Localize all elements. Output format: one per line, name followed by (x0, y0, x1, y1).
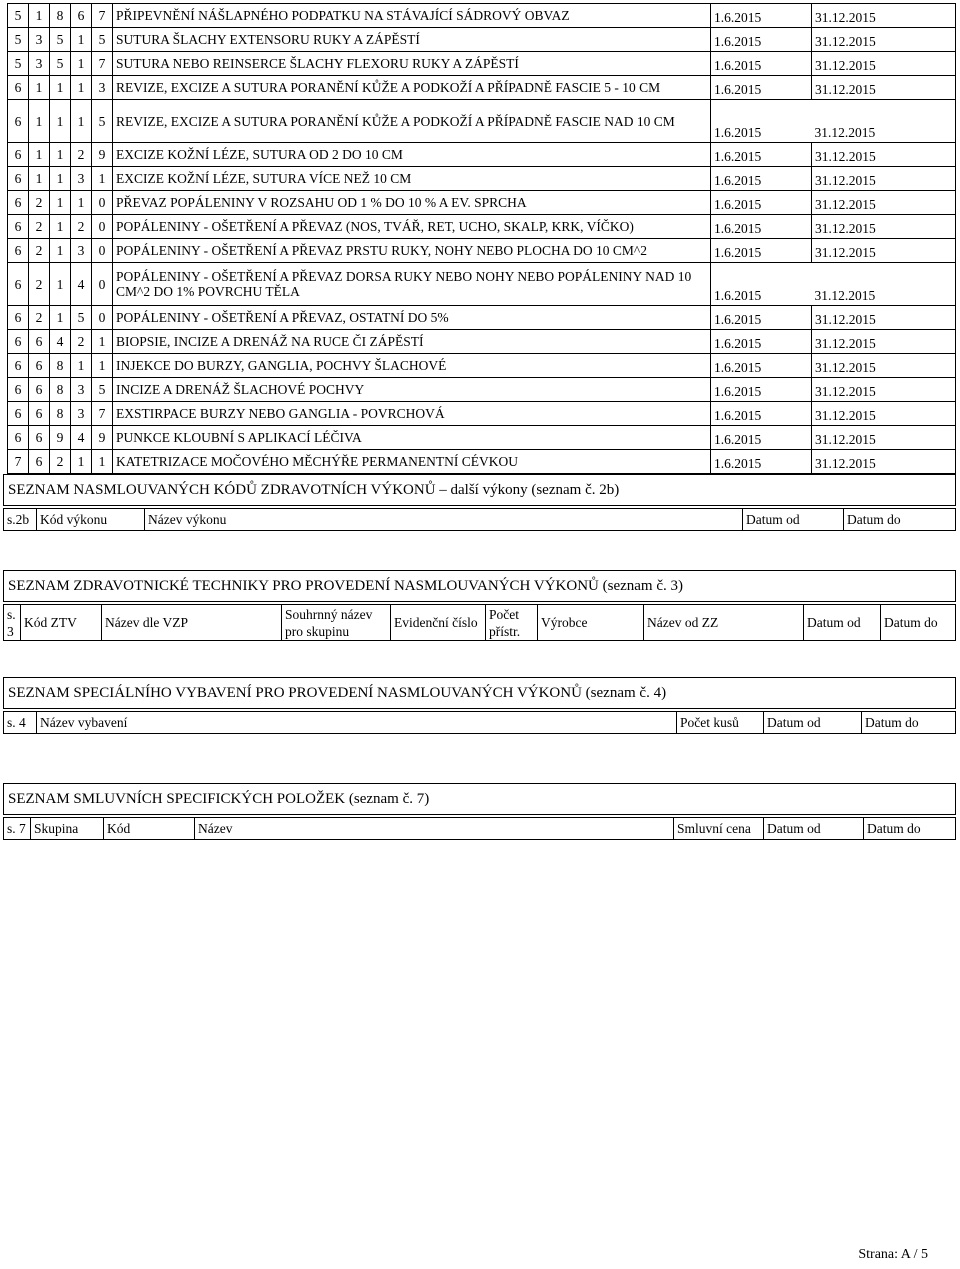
code-digit: 0 (92, 239, 113, 263)
date-from: 1.6.2015 (711, 4, 812, 28)
code-digit: 1 (50, 263, 71, 306)
table-row (8, 450, 956, 474)
code-digit: 1 (29, 167, 50, 191)
code-digit: 8 (50, 402, 71, 426)
code-digit: 6 (29, 330, 50, 354)
procedure-name: EXSTIRPACE BURZY NEBO GANGLIA - POVRCHOVÁ (113, 402, 711, 426)
code-digit: 3 (29, 28, 50, 52)
code-digit: 9 (92, 426, 113, 450)
code-digit: 0 (92, 263, 113, 306)
table-row (8, 76, 956, 100)
code-digit: 1 (71, 450, 92, 474)
procedure-name: KATETRIZACE MOČOVÉHO MĚCHÝŘE PERMANENTNÍ CÉVKOU (113, 450, 711, 474)
col-header: s. 3 (4, 605, 21, 641)
procedure-codes-table (7, 3, 956, 474)
table-row (8, 143, 956, 167)
date-from: 1.6.2015 (711, 167, 812, 191)
code-digit: 6 (29, 354, 50, 378)
procedure-name: PŘIPEVNĚNÍ NÁŠLAPNÉHO PODPATKU NA STÁVAJÍCÍ SÁDROVÝ OBVAZ (113, 4, 711, 28)
procedure-name: POPÁLENINY - OŠETŘENÍ A PŘEVAZ, OSTATNÍ DO 5% (113, 306, 711, 330)
date-to: 31.12.2015 (812, 330, 956, 354)
code-digit: 6 (8, 330, 29, 354)
code-digit: 2 (50, 450, 71, 474)
col-header: Výrobce (538, 605, 644, 641)
code-digit: 6 (29, 450, 50, 474)
code-digit: 2 (29, 306, 50, 330)
procedure-name: POPÁLENINY - OŠETŘENÍ A PŘEVAZ DORSA RUKY NEBO NOHY NEBO POPÁLENINY NAD 10 CM^2 DO 1% POVRCHU TĚLA (113, 263, 711, 306)
date-to: 31.12.2015 (812, 426, 956, 450)
date-to: 31.12.2015 (812, 167, 956, 191)
date-to: 31.12.2015 (812, 306, 956, 330)
date-to: 31.12.2015 (812, 76, 956, 100)
page-number: Strana: A / 5 (858, 1247, 928, 1262)
date-to: 31.12.2015 (812, 215, 956, 239)
date-from: 1.6.2015 (711, 215, 812, 239)
code-digit: 2 (29, 215, 50, 239)
code-digit: 2 (29, 239, 50, 263)
col-header: Název výkonu (145, 509, 743, 531)
code-digit: 9 (92, 143, 113, 167)
date-to: 31.12.2015 (812, 4, 956, 28)
procedure-name: SUTURA ŠLACHY EXTENSORU RUKY A ZÁPĚSTÍ (113, 28, 711, 52)
date-from: 1.6.2015 (711, 239, 812, 263)
code-digit: 0 (92, 215, 113, 239)
code-digit: 9 (50, 426, 71, 450)
table-row (8, 306, 956, 330)
code-digit: 6 (8, 167, 29, 191)
code-digit: 7 (92, 402, 113, 426)
date-to: 31.12.2015 (812, 378, 956, 402)
procedure-name: POPÁLENINY - OŠETŘENÍ A PŘEVAZ PRSTU RUKY, NOHY NEBO PLOCHA DO 10 CM^2 (113, 239, 711, 263)
table-row (8, 354, 956, 378)
code-digit: 6 (8, 191, 29, 215)
date-from: 1.6.2015 (711, 28, 812, 52)
col-header: s. 7 (4, 818, 31, 840)
table-row (8, 100, 956, 143)
col-header: Datum od (764, 818, 864, 840)
code-digit: 1 (50, 76, 71, 100)
code-digit: 6 (8, 100, 29, 143)
code-digit: 2 (71, 143, 92, 167)
code-digit: 4 (71, 263, 92, 306)
col-header: Smluvní cena (674, 818, 764, 840)
date-from: 1.6.2015 (711, 354, 812, 378)
code-digit: 6 (8, 306, 29, 330)
date-from: 1.6.2015 (711, 402, 812, 426)
code-digit: 1 (71, 28, 92, 52)
code-digit: 1 (50, 239, 71, 263)
col-header: Počet přístr. (486, 605, 538, 641)
list-3-table (3, 570, 956, 641)
procedure-name: BIOPSIE, INCIZE A DRENÁŽ NA RUCE ČI ZÁPĚSTÍ (113, 330, 711, 354)
code-digit: 2 (29, 191, 50, 215)
code-digit: 5 (8, 4, 29, 28)
code-digit: 3 (71, 378, 92, 402)
code-digit: 6 (8, 76, 29, 100)
code-digit: 6 (8, 402, 29, 426)
code-digit: 0 (92, 191, 113, 215)
col-header: Datum do (864, 818, 956, 840)
list-3-title: SEZNAM ZDRAVOTNICKÉ TECHNIKY PRO PROVEDENÍ NASMLOUVANÝCH VÝKONŮ (seznam č. 3) (4, 571, 956, 602)
code-digit: 1 (29, 100, 50, 143)
code-digit: 1 (92, 450, 113, 474)
col-header: Název (195, 818, 674, 840)
code-digit: 5 (92, 28, 113, 52)
table-row (8, 167, 956, 191)
code-digit: 3 (71, 167, 92, 191)
code-digit: 6 (8, 215, 29, 239)
code-digit: 4 (71, 426, 92, 450)
date-to: 31.12.2015 (812, 52, 956, 76)
procedure-name: PŘEVAZ POPÁLENINY V ROZSAHU OD 1 % DO 10 % A EV. SPRCHA (113, 191, 711, 215)
code-digit: 8 (50, 378, 71, 402)
code-digit: 5 (50, 28, 71, 52)
code-digit: 6 (29, 426, 50, 450)
date-from: 1.6.2015 (711, 263, 812, 306)
procedure-name: INCIZE A DRENÁŽ ŠLACHOVÉ POCHVY (113, 378, 711, 402)
procedure-name: EXCIZE KOŽNÍ LÉZE, SUTURA VÍCE NEŽ 10 CM (113, 167, 711, 191)
code-digit: 5 (8, 28, 29, 52)
table-row (8, 426, 956, 450)
code-digit: 1 (92, 330, 113, 354)
table-row (8, 402, 956, 426)
procedure-name: POPÁLENINY - OŠETŘENÍ A PŘEVAZ (NOS, TVÁŘ, RET, UCHO, SKALP, KRK, VÍČKO) (113, 215, 711, 239)
col-header: Kód výkonu (37, 509, 145, 531)
col-header: Datum do (881, 605, 956, 641)
code-digit: 1 (50, 100, 71, 143)
code-digit: 3 (92, 76, 113, 100)
col-header: Datum do (844, 509, 956, 531)
code-digit: 1 (50, 191, 71, 215)
col-header: s.2b (4, 509, 37, 531)
col-header: Název od ZZ (644, 605, 804, 641)
code-digit: 2 (71, 330, 92, 354)
code-digit: 1 (50, 215, 71, 239)
date-from: 1.6.2015 (711, 330, 812, 354)
code-digit: 1 (71, 100, 92, 143)
col-header: Název vybavení (37, 712, 677, 734)
code-digit: 6 (8, 354, 29, 378)
table-row (8, 28, 956, 52)
table-row (8, 330, 956, 354)
col-header: Datum od (804, 605, 881, 641)
table-row (8, 4, 956, 28)
code-digit: 3 (29, 52, 50, 76)
table-row (8, 191, 956, 215)
date-from: 1.6.2015 (711, 143, 812, 167)
date-to: 31.12.2015 (812, 143, 956, 167)
date-to: 31.12.2015 (812, 354, 956, 378)
code-digit: 3 (71, 402, 92, 426)
col-header: Datum do (862, 712, 956, 734)
date-from: 1.6.2015 (711, 100, 812, 143)
code-digit: 6 (8, 263, 29, 306)
date-from: 1.6.2015 (711, 52, 812, 76)
code-digit: 8 (50, 354, 71, 378)
procedure-name: REVIZE, EXCIZE A SUTURA PORANĚNÍ KŮŽE A PODKOŽÍ A PŘÍPADNĚ FASCIE NAD 10 CM (113, 100, 711, 143)
code-digit: 1 (71, 76, 92, 100)
code-digit: 3 (71, 239, 92, 263)
date-to: 31.12.2015 (812, 402, 956, 426)
code-digit: 5 (92, 100, 113, 143)
code-digit: 1 (29, 143, 50, 167)
col-header: Datum od (743, 509, 844, 531)
table-row (8, 52, 956, 76)
code-digit: 6 (8, 378, 29, 402)
code-digit: 6 (71, 4, 92, 28)
code-digit: 1 (71, 191, 92, 215)
code-digit: 5 (50, 52, 71, 76)
list-4-title: SEZNAM SPECIÁLNÍHO VYBAVENÍ PRO PROVEDENÍ NASMLOUVANÝCH VÝKONŮ (seznam č. 4) (4, 678, 956, 709)
code-digit: 4 (50, 330, 71, 354)
procedure-name: EXCIZE KOŽNÍ LÉZE, SUTURA OD 2 DO 10 CM (113, 143, 711, 167)
date-to: 31.12.2015 (812, 263, 956, 306)
date-from: 1.6.2015 (711, 191, 812, 215)
procedure-name: INJEKCE DO BURZY, GANGLIA, POCHVY ŠLACHOVÉ (113, 354, 711, 378)
date-from: 1.6.2015 (711, 76, 812, 100)
col-header: Souhrnný název pro skupinu (282, 605, 391, 641)
date-to: 31.12.2015 (812, 191, 956, 215)
code-digit: 6 (29, 378, 50, 402)
code-digit: 2 (29, 263, 50, 306)
code-digit: 1 (50, 306, 71, 330)
code-digit: 5 (71, 306, 92, 330)
list-4-table (3, 677, 956, 734)
col-header: Počet kusů (677, 712, 764, 734)
code-digit: 6 (8, 426, 29, 450)
col-header: Kód (104, 818, 195, 840)
procedure-name: REVIZE, EXCIZE A SUTURA PORANĚNÍ KŮŽE A PODKOŽÍ A PŘÍPADNĚ FASCIE 5 - 10 CM (113, 76, 711, 100)
date-from: 1.6.2015 (711, 450, 812, 474)
code-digit: 5 (92, 378, 113, 402)
code-digit: 0 (92, 306, 113, 330)
procedure-name: PUNKCE KLOUBNÍ S APLIKACÍ LÉČIVA (113, 426, 711, 450)
code-digit: 1 (29, 76, 50, 100)
date-to: 31.12.2015 (812, 28, 956, 52)
col-header: Kód ZTV (21, 605, 102, 641)
list-2b-table (3, 474, 956, 531)
date-to: 31.12.2015 (812, 100, 956, 143)
col-header: Skupina (31, 818, 104, 840)
table-row (8, 263, 956, 306)
list-7-title: SEZNAM SMLUVNÍCH SPECIFICKÝCH POLOŽEK (seznam č. 7) (4, 784, 956, 815)
table-row (8, 215, 956, 239)
code-digit: 1 (71, 354, 92, 378)
col-header: Datum od (764, 712, 862, 734)
col-header: Evidenční číslo (391, 605, 486, 641)
col-header: Název dle VZP (102, 605, 282, 641)
code-digit: 5 (8, 52, 29, 76)
date-to: 31.12.2015 (812, 450, 956, 474)
code-digit: 7 (8, 450, 29, 474)
code-digit: 7 (92, 52, 113, 76)
code-digit: 8 (50, 4, 71, 28)
list-2b-title: SEZNAM NASMLOUVANÝCH KÓDŮ ZDRAVOTNÍCH VÝKONŮ – další výkony (seznam č. 2b) (4, 475, 956, 506)
code-digit: 2 (71, 215, 92, 239)
code-digit: 1 (50, 167, 71, 191)
date-from: 1.6.2015 (711, 426, 812, 450)
code-digit: 1 (50, 143, 71, 167)
procedure-name: SUTURA NEBO REINSERCE ŠLACHY FLEXORU RUKY A ZÁPĚSTÍ (113, 52, 711, 76)
code-digit: 1 (92, 354, 113, 378)
code-digit: 6 (8, 239, 29, 263)
col-header: s. 4 (4, 712, 37, 734)
date-from: 1.6.2015 (711, 378, 812, 402)
code-digit: 7 (92, 4, 113, 28)
table-row (8, 239, 956, 263)
date-to: 31.12.2015 (812, 239, 956, 263)
code-digit: 6 (8, 143, 29, 167)
code-digit: 1 (92, 167, 113, 191)
table-row (8, 378, 956, 402)
code-digit: 1 (71, 52, 92, 76)
code-digit: 1 (29, 4, 50, 28)
list-7-table (3, 783, 956, 840)
code-digit: 6 (29, 402, 50, 426)
date-from: 1.6.2015 (711, 306, 812, 330)
